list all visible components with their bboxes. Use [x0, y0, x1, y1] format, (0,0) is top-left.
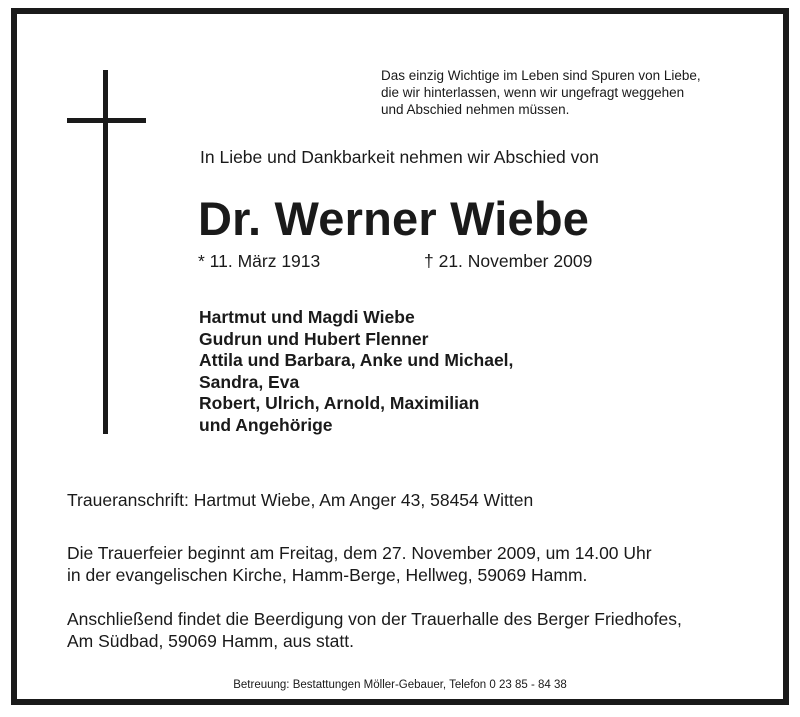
burial-line: Am Südbad, 59069 Hamm, aus statt.	[67, 631, 354, 651]
funeral-home-footer: Betreuung: Bestattungen Möller-Gebauer, Telefon 0 23 85 - 84 38	[233, 679, 567, 691]
mourner-line: Sandra, Eva	[199, 371, 300, 392]
burial-line: Anschließend findet die Beerdigung von der Trauerhalle des Berger Friedhofes,	[67, 609, 682, 629]
birth-date: * 11. März 1913	[198, 251, 321, 271]
burial-info	[67, 608, 682, 652]
death-date: † 21. November 2009	[424, 251, 593, 271]
motto-line: und Abschied nehmen müssen.	[381, 102, 570, 117]
intro-text: In Liebe und Dankbarkeit nehmen wir Abschied von	[200, 147, 599, 167]
mourner-line: Hartmut und Magdi Wiebe	[199, 307, 415, 327]
mourner-line: Gudrun und Hubert Flenner	[199, 328, 429, 349]
ceremony-line: in der evangelischen Kirche, Hamm-Berge, Hellweg, 59069 Hamm.	[67, 565, 588, 585]
cross-icon-bar	[67, 118, 146, 123]
motto-line: die wir hinterlassen, wenn wir ungefragt weggehen	[381, 85, 685, 100]
mourning-address: Traueranschrift: Hartmut Wiebe, Am Anger 43, 58454 Witten	[67, 490, 534, 510]
cross-icon	[103, 70, 108, 434]
deceased-name: Dr. Werner Wiebe	[198, 192, 590, 245]
mourners-list	[199, 307, 513, 437]
mourner-line: Attila und Barbara, Anke und Michael,	[199, 350, 514, 371]
mourner-line: Robert, Ulrich, Arnold, Maximilian	[199, 393, 480, 414]
mourner-line: und Angehörige	[199, 414, 333, 435]
motto-quote	[381, 67, 761, 118]
motto-line: Das einzig Wichtige im Leben sind Spuren von Liebe,	[381, 68, 701, 83]
funeral-ceremony-info	[67, 542, 652, 586]
obituary-notice	[11, 8, 789, 705]
ceremony-line: Die Trauerfeier beginnt am Freitag, dem 27. November 2009, um 14.00 Uhr	[67, 543, 652, 563]
